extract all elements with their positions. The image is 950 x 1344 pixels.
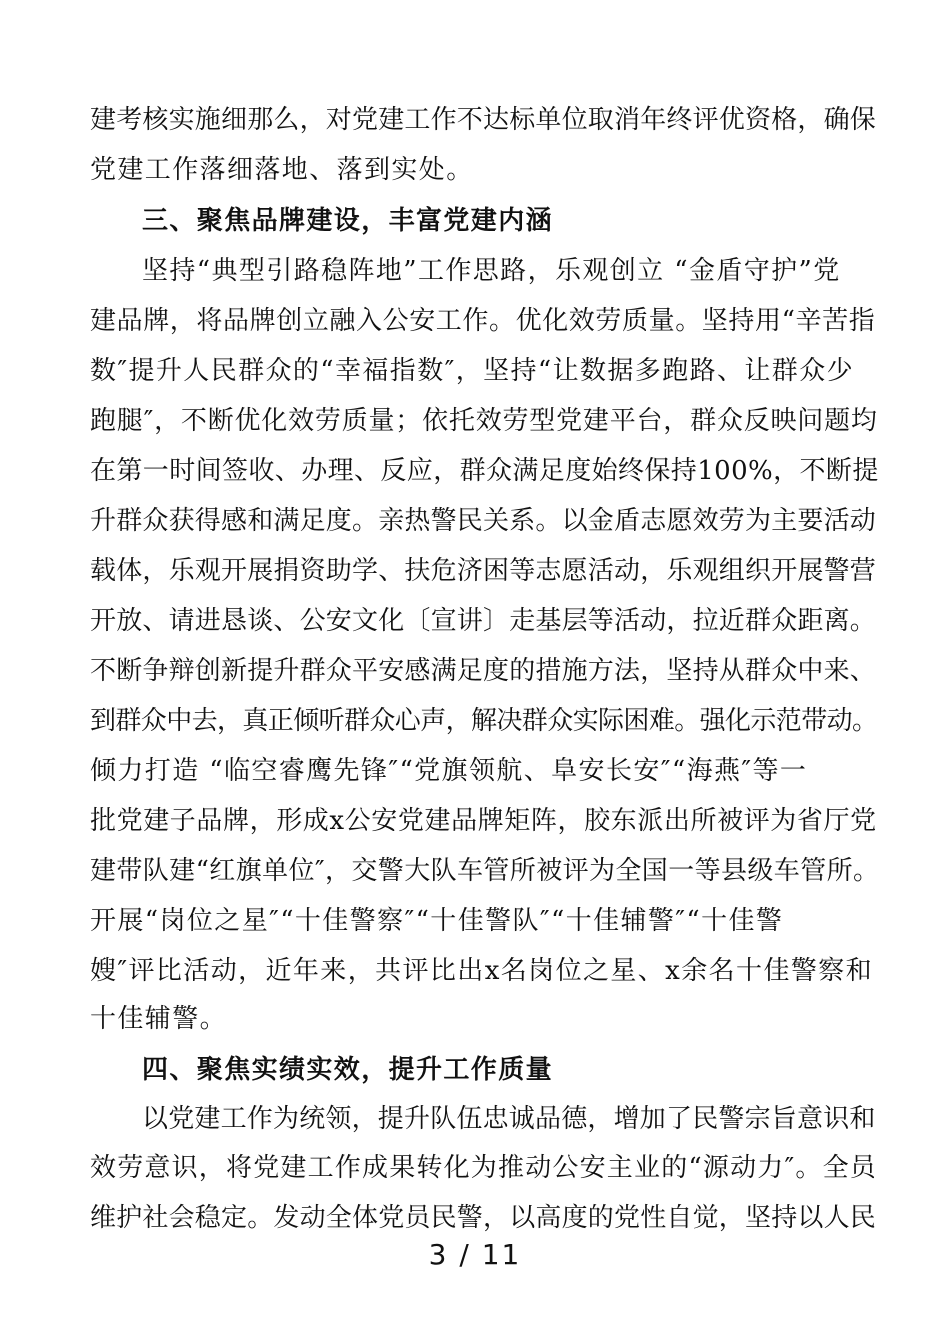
body-text-line: 在第一时间签收、办理、反应，群众满足度始终保持100%，不断提 xyxy=(90,456,879,486)
body-text-line: 嫂″评比活动，近年来，共评比出x名岗位之星、x余名十佳警察和 xyxy=(90,956,874,986)
body-text-line: 跑腿″，不断优化效劳质量；依托效劳型党建平台，群众反映问题均 xyxy=(90,406,878,436)
body-text-line: 建带队建“红旗单位″，交警大队车管所被评为全国一等县级车管所。 xyxy=(90,856,880,886)
body-text-line: 效劳意识，将党建工作成果转化为推动公安主业的“源动力″。全员 xyxy=(90,1153,878,1183)
page-number: 3 / 11 xyxy=(428,1238,522,1271)
body-text-line: 建品牌，将品牌创立融入公安工作。优化效劳质量。坚持用“辛苦指 xyxy=(90,306,876,336)
body-text-line: 建考核实施细那么，对党建工作不达标单位取消年终评优资格，确保 xyxy=(90,105,877,135)
body-text-line: 批党建子品牌，形成x公安党建品牌矩阵，胶东派出所被评为省厅党 xyxy=(90,806,877,836)
body-text-line: 十佳辅警。 xyxy=(90,1004,228,1034)
body-text-line: 载体，乐观开展捐资助学、扶危济困等志愿活动，乐观组织开展警营 xyxy=(90,556,877,586)
body-text-line: 到群众中去，真正倾听群众心声，解决群众实际困难。强化示范带动。 xyxy=(90,706,878,736)
body-text-line: 开展“岗位之星″“十佳警察″“十佳警队″“十佳辅警″“十佳警 xyxy=(90,906,784,936)
body-text-line: 不断争辩创新提升群众平安感满足度的措施方法，坚持从群众中来、 xyxy=(90,656,877,686)
body-text-line: 维护社会稳定。发动全体党员民警，以高度的党性自觉，坚持以人民 xyxy=(90,1203,877,1233)
body-text-line: 开放、请进恳谈、公安文化〔宣讲〕走基层等活动，拉近群众距离。 xyxy=(90,606,877,636)
body-text-line: 升群众获得感和满足度。亲热警民关系。以金盾志愿效劳为主要活动 xyxy=(90,506,877,536)
body-text-line: 党建工作落细落地、落到实处。 xyxy=(90,155,474,185)
section-heading: 三、聚焦品牌建设，丰富党建内涵 xyxy=(142,206,554,236)
section-heading: 四、聚焦实绩实效，提升工作质量 xyxy=(142,1055,554,1085)
body-text-line: 以党建工作为统领，提升队伍忠诚品德，增加了民警宗旨意识和 xyxy=(142,1104,876,1134)
body-text-line: 坚持“典型引路稳阵地”工作思路，乐观创立 “金盾守护”党 xyxy=(142,256,841,286)
body-text-line: 倾力打造 “临空睿鹰先锋″“党旗领航、阜安长安″“海燕″等一 xyxy=(90,756,808,786)
body-text-line: 数″提升人民群众的“幸福指数″，坚持“让数据多跑路、让群众少 xyxy=(90,356,855,386)
